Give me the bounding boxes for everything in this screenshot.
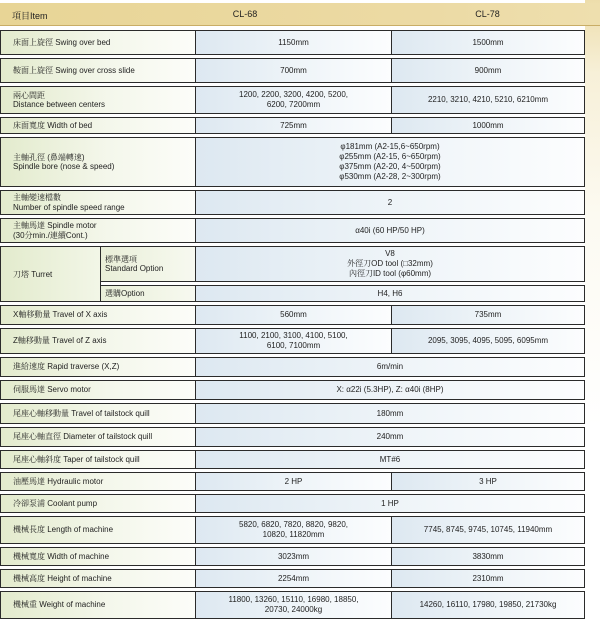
turret-sub-value: V8 外徑刀OD tool (□32mm) 內徑刀ID tool (φ60mm) (196, 247, 584, 281)
row-label: 伺服馬達 Servo motor (1, 381, 196, 399)
cl78-value: 3 HP (391, 473, 584, 490)
spec-row-spindle-bore (0, 137, 585, 187)
spec-value-span: 6m/min (196, 358, 584, 376)
spec-row-rapid-traverse (0, 357, 585, 377)
cl78-value: 900mm (391, 59, 584, 82)
turret-sub-label: 選購Option (101, 286, 196, 301)
spec-row-machine-weight (0, 591, 585, 619)
row-label: 主軸孔徑 (鼻端轉速) Spindle bore (nose & speed) (1, 138, 196, 186)
turret-subrow (101, 285, 585, 302)
row-label: 主軸變速檔數 Number of spindle speed range (1, 191, 196, 214)
row-label: 進給速度 Rapid traverse (X,Z) (1, 358, 196, 376)
spec-row-spindle-motor (0, 218, 585, 243)
turret-sub-label: 標準選項 Standard Option (101, 247, 196, 281)
cl68-value: 5820, 6820, 7820, 8820, 9820, 10820, 11820mm (196, 517, 391, 543)
spec-row-tailstock-quill-travel (0, 403, 585, 424)
cl78-value: 735mm (391, 306, 584, 324)
cl68-value: 1100, 2100, 3100, 4100, 5100, 6100, 7100mm (196, 329, 391, 353)
spec-value-span: X: α22i (5.3HP), Z: α40i (8HP) (196, 381, 584, 399)
cl68-value: 2254mm (196, 570, 391, 587)
row-label: 冷卻泵浦 Coolant pump (1, 495, 196, 512)
turret-sub-value: H4, H6 (196, 286, 584, 301)
header-model-cl68: CL-68 (232, 9, 258, 19)
cl78-value: 2210, 3210, 4210, 5210, 6210mm (391, 87, 584, 113)
row-label: 油壓馬達 Hydraulic motor (1, 473, 196, 490)
spec-row-coolant-pump (0, 494, 585, 513)
row-label: X軸移動量 Travel of X axis (1, 306, 196, 324)
row-label: 機械高度 Height of machine (1, 570, 196, 587)
row-label: 床面寬度 Width of bed (1, 118, 196, 133)
spec-row-tailstock-quill-diameter (0, 427, 585, 447)
spec-row-servo-motor (0, 380, 585, 400)
cl78-value: 1000mm (391, 118, 584, 133)
turret-subrows (101, 246, 585, 302)
cl78-value: 2095, 3095, 4095, 5095, 6095mm (391, 329, 584, 353)
spec-value-span: 1 HP (196, 495, 584, 512)
spec-value-span: 180mm (196, 404, 584, 423)
cl78-value: 14260, 16110, 17980, 19850, 21730kg (391, 592, 584, 618)
row-label: 尾座心軸斜度 Taper of tailstock quill (1, 451, 196, 468)
cl78-value: 1500mm (391, 31, 584, 54)
spec-row-tailstock-quill-taper (0, 450, 585, 469)
cl68-value: 1200, 2200, 3200, 4200, 5200, 6200, 7200mm (196, 87, 391, 113)
spec-row-turret (0, 246, 585, 302)
row-label: 主軸馬達 Spindle motor (30分min./連續Cont.) (1, 219, 196, 242)
spec-row-machine-width (0, 547, 585, 566)
spec-row-swing-over-bed (0, 30, 585, 55)
row-label: 機械寬度 Width of machine (1, 548, 196, 565)
spec-row-swing-over-cross-slide (0, 58, 585, 83)
spec-value-span: 240mm (196, 428, 584, 446)
spec-row-spindle-speed-range (0, 190, 585, 215)
spec-row-machine-height (0, 569, 585, 588)
row-label: 機械長度 Length of machine (1, 517, 196, 543)
spec-value-span: MT#6 (196, 451, 584, 468)
spec-row-x-axis-travel (0, 305, 585, 325)
spec-row-z-axis-travel (0, 328, 585, 354)
cl78-value: 7745, 8745, 9745, 10745, 11940mm (391, 517, 584, 543)
spec-value-span: 2 (196, 191, 584, 214)
cl68-value: 3023mm (196, 548, 391, 565)
cl68-value: 2 HP (196, 473, 391, 490)
row-label: Z軸移動量 Travel of Z axis (1, 329, 196, 353)
row-label: 尾座心軸移動量 Travel of tailstock quill (1, 404, 196, 423)
cl68-value: 725mm (196, 118, 391, 133)
row-label: 刀塔 Turret (1, 246, 101, 302)
row-label: 床面上旋徑 Swing over bed (1, 31, 196, 54)
spec-row-distance-between-centers (0, 86, 585, 114)
cl68-value: 11800, 13260, 15110, 16980, 18850, 20730, 24000kg (196, 592, 391, 618)
row-label: 兩心間距 Distance between centers (1, 87, 196, 113)
table-header-row (0, 3, 600, 26)
spec-row-width-of-bed (0, 117, 585, 134)
spec-value-span: α40i (60 HP/50 HP) (196, 219, 584, 242)
spec-row-hydraulic-motor (0, 472, 585, 491)
cl78-value: 2310mm (391, 570, 584, 587)
row-label: 機械重 Weight of machine (1, 592, 196, 618)
spec-table-body (0, 30, 600, 619)
spec-row-machine-length (0, 516, 585, 544)
cl68-value: 1150mm (196, 31, 391, 54)
cl68-value: 560mm (196, 306, 391, 324)
header-model-cl78: CL-78 (475, 9, 500, 19)
row-label: 鞍面上旋徑 Swing over cross slide (1, 59, 196, 82)
header-item-label: 項目Item (12, 11, 48, 21)
cl78-value: 3830mm (391, 548, 584, 565)
row-label: 尾座心軸直徑 Diameter of tailstock quill (1, 428, 196, 446)
turret-subrow (101, 246, 585, 282)
cl68-value: 700mm (196, 59, 391, 82)
spec-value-span: φ181mm (A2-15,6~650rpm) φ255mm (A2-15, 6~650rpm) φ375mm (A2-20, 4~500rpm) φ530mm (A2-28, 2~300rpm) (196, 138, 584, 186)
